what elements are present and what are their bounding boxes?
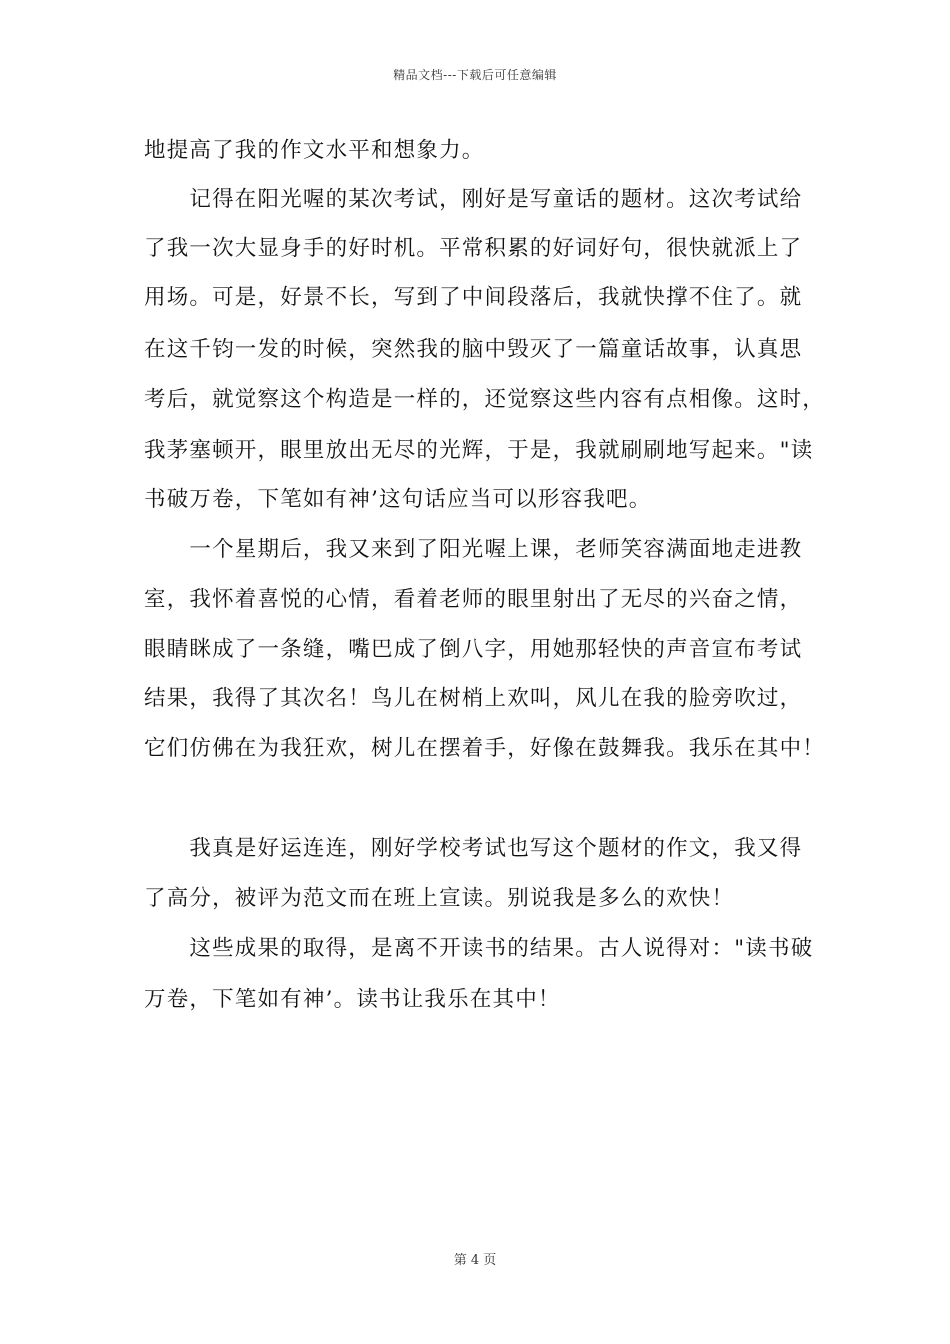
text-line: 万卷，下笔如有神’。读书让我乐在其中！ xyxy=(144,987,561,1012)
text-line: 室，我怀着喜悦的心情，看着老师的眼里射出了无尽的兴奋之情， xyxy=(144,587,803,612)
text-line: 记得在阳光喔的某次考试，刚好是写童话的题材。这次考试给 xyxy=(144,187,803,212)
text-line: 眼睛眯成了一条缝，嘴巴成了倒八字，用她那轻快的声音宣布考试 xyxy=(144,637,803,662)
text-line: 我茅塞顿开，眼里放出无尽的光辉，于是，我就刷刷地写起来。"读 xyxy=(144,438,814,463)
text-line: 了我一次大显身手的好时机。平常积累的好词好句，很快就派上了 xyxy=(144,236,803,261)
text-line: 这些成果的取得，是离不开读书的结果。古人说得对："读书破 xyxy=(144,936,814,961)
text-line: 考后，就觉察这个构造是一样的，还觉察这些内容有点相像。这时， xyxy=(144,387,826,412)
text-line: 地提高了我的作文水平和想象力。 xyxy=(144,138,485,163)
page-number: 第 4 页 xyxy=(453,1253,497,1268)
text-line: 书破万卷，下笔如有神’这句话应当可以形容我吧。 xyxy=(144,487,652,512)
text-line: 在这千钧一发的时候，突然我的脑中毁灭了一篇童话故事，认真思 xyxy=(144,337,803,362)
text-line: 我真是好运连连，刚好学校考试也写这个题材的作文，我又得 xyxy=(144,836,803,861)
text-line: 用场。可是，好景不长，写到了中间段落后，我就快撑不住了。就 xyxy=(144,285,803,310)
text-line: 了高分，被评为范文而在班上宣读。别说我是多么的欢快！ xyxy=(144,886,735,911)
page-header: 精品文档---下载后可任意编辑 xyxy=(393,68,557,82)
text-line: 它们仿佛在为我狂欢，树儿在摆着手，好像在鼓舞我。我乐在其中！ xyxy=(144,736,826,761)
text-line: 一个星期后，我又来到了阳光喔上课，老师笑容满面地走进教 xyxy=(144,537,803,562)
text-line: 结果，我得了其次名！鸟儿在树梢上欢叫，风儿在我的脸旁吹过， xyxy=(144,686,803,711)
